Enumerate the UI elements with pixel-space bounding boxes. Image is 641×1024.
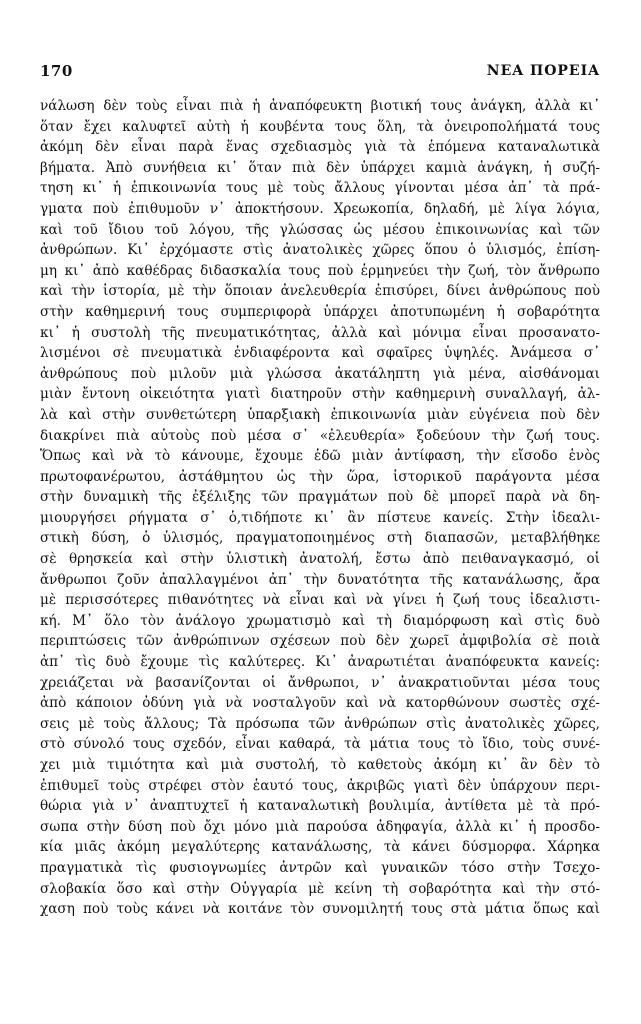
text-line: μη κι᾽ ἀπὸ καθέδρας διδασκαλία τους ποὺ ἑρμηνεύει τὴν ζωή, τὸν ἄνθρωπο bbox=[40, 262, 600, 279]
text-line: διακρίνει πιὰ αὐτοὺς ποὺ μέσα σ᾽ «ἐλευθερία» ξοδεύουν τὴν ζωή τους. bbox=[40, 427, 600, 444]
text-line: σὲ θρησκεία καὶ στὴν ὑλιστικὴ ἀνατολή, ἔστω ἀπὸ πειθαναγκασμό, οἱ bbox=[40, 551, 600, 568]
text-line: ἀπ᾽ τὶς δυὸ ἔχουμε τὶς καλύτερες. Κι᾽ ἀναρωτιέται ἀναπόφευκτα κανείς: bbox=[40, 654, 600, 671]
text-line: λισμένοι σὲ πνευματικὰ ἐνδιαφέροντα καὶ σφαῖρες ὑψηλές. Ἀνάμεσα σ᾽ bbox=[40, 345, 600, 362]
text-line: θώρια γιὰ ν᾽ ἀναπτυχτεῖ ἡ καταναλωτικὴ βουλιμία, ἀντίθετα μὲ τὰ πρό- bbox=[40, 798, 600, 815]
text-line: στὴν καθημερινή τους συμπεριφορὰ ὑπάρχει ἀποτυπωμένη ἡ σοβαρότητα bbox=[40, 303, 600, 320]
text-line: τηση κι᾽ ἡ ἐπικοινωνία τους μὲ τοὺς ἄλλους γίνονται μέσα ἀπ᾽ τὰ πρά- bbox=[40, 180, 600, 197]
text-line: Ὅπως καὶ νὰ τὸ κάνουμε, ἔχουμε ἐδῶ μιὰν ἀντίφαση, τὴν εἴσοδο ἑνὸς bbox=[40, 448, 600, 465]
text-line: μιὰν ἔντονη οἰκειότητα γιατὶ διατηροῦν στὴν καθημερινὴ συναλλαγή, ἀλ- bbox=[40, 386, 600, 403]
text-line: γματα ποὺ ἐπιθυμοῦν ν᾽ ἀποκτήσουν. Χρεωκοπία, δηλαδή, μὲ λίγα λόγια, bbox=[40, 200, 600, 217]
text-line: βήματα. Ἀπὸ συνήθεια κι᾽ ὅταν πιὰ δὲν ὑπάρχει καμιὰ ἀνάγκη, ἡ συζή- bbox=[40, 159, 600, 176]
text-line: μιουργήσει ρήγματα σ᾽ ὁ,τιδήποτε κι᾽ ἂν πίστευε κανείς. Στὴν ἰδεαλι- bbox=[40, 509, 600, 526]
text-line: κία μιᾶς ἀκόμη μεγαλύτερης κατανάλωσης, τὰ κάνει δύσμορφα. Χάρηκα bbox=[40, 839, 600, 856]
text-line: στὸ σύνολό τους σχεδόν, εἶναι καθαρά, τὰ μάτια τους τὸ ἴδιο, τοὺς συνέ- bbox=[40, 736, 600, 753]
text-line: χει μιὰ τιμιότητα καὶ μιὰ συστολή, τὸ καθετοὺς ἀκόμη κι᾽ ἂν δὲν τὸ bbox=[40, 757, 600, 773]
body-text bbox=[40, 96, 600, 920]
text-line: κή. Μ᾽ ὅλο τὸν ἀνάλογο χρωματισμὸ καὶ τὴ διαμόρφωση καὶ στὶς δυὸ bbox=[40, 612, 600, 629]
book-page bbox=[40, 0, 600, 1024]
text-line: ἄνθρωποι ζοῦν ἀπαλλαγμένοι ἀπ᾽ τὴν δυνατότητα τῆς κατανάλωσης, ἄρα bbox=[40, 571, 600, 588]
text-line: ὅταν ἔχει καλυφτεῖ αὐτὴ ἡ κουβέντα τους ὅλη, τὰ ὀνειροπολήματά τους bbox=[40, 118, 600, 135]
text-line: ἐπιθυμεῖ τοὺς στρέφει στὸν ἑαυτό τους, ἀκριβῶς γιατὶ δὲν ὑπάρχουν περι- bbox=[40, 777, 600, 794]
text-line: πραγματικὰ τὶς φυσιογνωμίες ἀντρῶν καὶ γυναικῶν τόσο στὴν Τσεχο- bbox=[40, 859, 600, 876]
text-line: στὴν δυναμικὴ τῆς ἐξέλιξης τῶν πραγμάτων ποὺ δὲ μπορεῖ παρὰ νὰ δη- bbox=[40, 489, 600, 506]
text-line: χρειάζεται νὰ βασανίζονται οἱ ἄνθρωποι, ν᾽ ἀνακρατιοῦνται μέσα τους bbox=[40, 674, 600, 691]
text-line: καὶ τὴν ἱστορία, μὲ τὴν ὅποιαν ἀνελευθερία ἐπισύρει, δίνει ἀνθρώπους ποὺ bbox=[40, 283, 600, 300]
text-line: χαση ποὺ τοὺς κάνει νὰ κοιτάνε τὸν συνομιλητή τους στὰ μάτια ὅπως καὶ bbox=[40, 901, 600, 918]
text-line: ἀνθρώπους ποὺ μιλοῦν μιὰ γλώσσα ἀκατάληπτη γιὰ μένα, αἰσθάνομαι bbox=[40, 365, 600, 382]
text-line: σεις μὲ τοὺς ἄλλους; Τὰ πρόσωπα τῶν ἀνθρώπων στὶς ἀνατολικὲς χῶρες, bbox=[40, 715, 600, 732]
text-line: σλοβακία ὅσο καὶ στὴν Οὑγγαρία μὲ κείνη τὴ σοβαρότητα καὶ τὴν στό- bbox=[40, 880, 600, 897]
text-line: ἀνθρώπων. Κι᾽ ἐρχόμαστε στὶς ἀνατολικὲς χῶρες ὅπου ὁ ὑλισμός, ἐπίση- bbox=[40, 242, 600, 259]
text-line: ἀπὸ κάποιον ὀδύνη γιὰ νὰ νοσταλγοῦν καὶ νὰ κατορθώνουν σωστὲς σχέ- bbox=[40, 695, 600, 712]
text-line: κι᾽ ἡ συστολὴ τῆς πνευματικότητας, ἀλλὰ καὶ μόνιμα εἶναι προσανατο- bbox=[40, 324, 600, 341]
text-line: νάλωση δὲν τοὺς εἶναι πιὰ ἡ ἀναπόφευκτη βιοτική τους ἀνάγκη, ἀλλὰ κι᾽ bbox=[40, 98, 600, 114]
page-header bbox=[40, 60, 600, 82]
text-line: πρωτοφανέρωτου, ἀστάθμητου ὡς τὴν ὥρα, ἱστορικοῦ παράγοντα μέσα bbox=[40, 468, 600, 485]
running-head: ΝΕΑ ΠΟΡΕΙΑ bbox=[486, 63, 600, 79]
text-line: περιπτώσεις τῶν ἀνθρώπινων σχέσεων ποὺ δὲν χωρεῖ ἀμφιβολία σὲ ποιὰ bbox=[40, 633, 600, 650]
text-line: λὰ καὶ στὴν συνθετώτερη ὑπαρξιακὴ ἐπικοινωνία μιὰν εὐγένεια ποὺ δὲν bbox=[40, 406, 600, 423]
text-line: σωπα στὴν δύση ποὺ ὄχι μόνο μιὰ παρούσα ἀδηφαγία, ἀλλὰ κι᾽ ἡ προσδο- bbox=[40, 818, 600, 835]
text-line: ἀκόμη δὲν εἶναι παρὰ ἕνας σχεδιασμὸς γιὰ τὰ ἑπόμενα καταναλωτικὰ bbox=[40, 139, 600, 156]
text-line: μὲ περισσότερες πιθανότητες νὰ εἶναι καὶ νὰ γίνει ἡ ζωή τους ἰδεαλιστι- bbox=[40, 592, 600, 609]
text-line: καὶ τοῦ ἴδιου τοῦ λόγου, τῆς γλώσσας ὡς μέσου ἐπικοινωνίας καὶ τῶν bbox=[40, 221, 600, 238]
page-number: 170 bbox=[40, 62, 73, 80]
text-line: στικὴ δύση, ὁ ὑλισμός, πραγματοποιημένος στὴ διαπασῶν, μεταβλήθηκε bbox=[40, 530, 600, 547]
